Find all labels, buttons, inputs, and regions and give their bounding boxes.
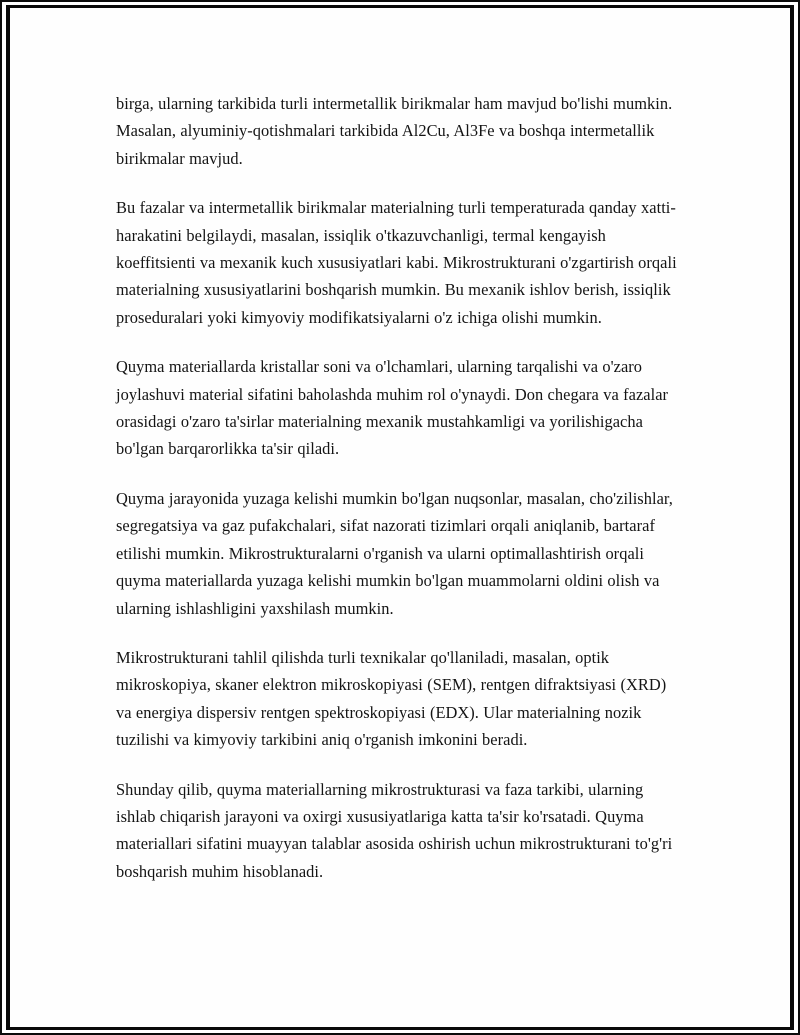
document-page [10,8,790,1027]
document-text-body [116,90,686,885]
paragraph-2: Bu fazalar va intermetallik birikmalar materialning turli temperaturada qanday xatti-harakatini belgilaydi, masalan, issiqlik o'tkazuvchanligi, termal kengayish koeffitsienti va mexanik kuch xususiyatlari kabi. Mikrostrukturani o'zgartirish orqali materialning xususiyatlarini boshqarish mumkin. Bu mexanik ishlov berish, issiqlik proseduralari yoki kimyoviy modifikatsiyalarni o'z ichiga olishi mumkin. [116,198,677,327]
paragraph-3: Quyma materiallarda kristallar soni va o'lchamlari, ularning tarqalishi va o'zaro joylashuvi material sifatini baholashda muhim rol o'ynaydi. Don chegara va fazalar orasidagi o'zaro ta'sirlar materialning mexanik mustahkamligi va yorilishigacha bo'lgan barqarorlikka ta'sir qiladi. [116,357,669,459]
paragraph-4: Quyma jarayonida yuzaga kelishi mumkin bo'lgan nuqsonlar, masalan, cho'zilishlar, segregatsiya va gaz pufakchalari, sifat nazorati tizimlari orqali aniqlanib, bartaraf etilishi mumkin. Mikrostrukturalarni o'rganish va ularni optimallashtirish orqali quyma materiallarda yuzaga kelishi mumkin bo'lgan muammolarni oldini olish va ularning ishlashligini yaxshilash mumkin. [116,488,673,618]
paragraph-1: birga, ularning tarkibida turli intermetallik birikmalar ham mavjud bo'lishi mumkin. Masalan, alyuminiy-qotishmalari tarkibida Al2Cu, Al3Fe va boshqa intermetallik birikmalar mavjud. [116,94,673,168]
paragraph-6: Shunday qilib, quyma materiallarning mikrostrukturasi va faza tarkibi, ularning ishlab chiqarish jarayoni va oxirgi xususiyatlariga katta ta'sir ko'rsatadi. Quyma materiallari sifatini muayyan talablar asosida oshirish uchun mikrostrukturani to'g'ri boshqarish muhim hisoblanadi. [116,779,673,881]
paragraph-5: Mikrostrukturani tahlil qilishda turli texnikalar qo'llaniladi, masalan, optik mikroskopiya, skaner elektron mikroskopiyasi (SEM), rentgen difraktsiyasi (XRD) va energiya dispersiv rentgen spektroskopiyasi (EDX). Ular materialning nozik tuzilishi va kimyoviy tarkibini aniq o'rganish imkonini beradi. [116,647,667,750]
